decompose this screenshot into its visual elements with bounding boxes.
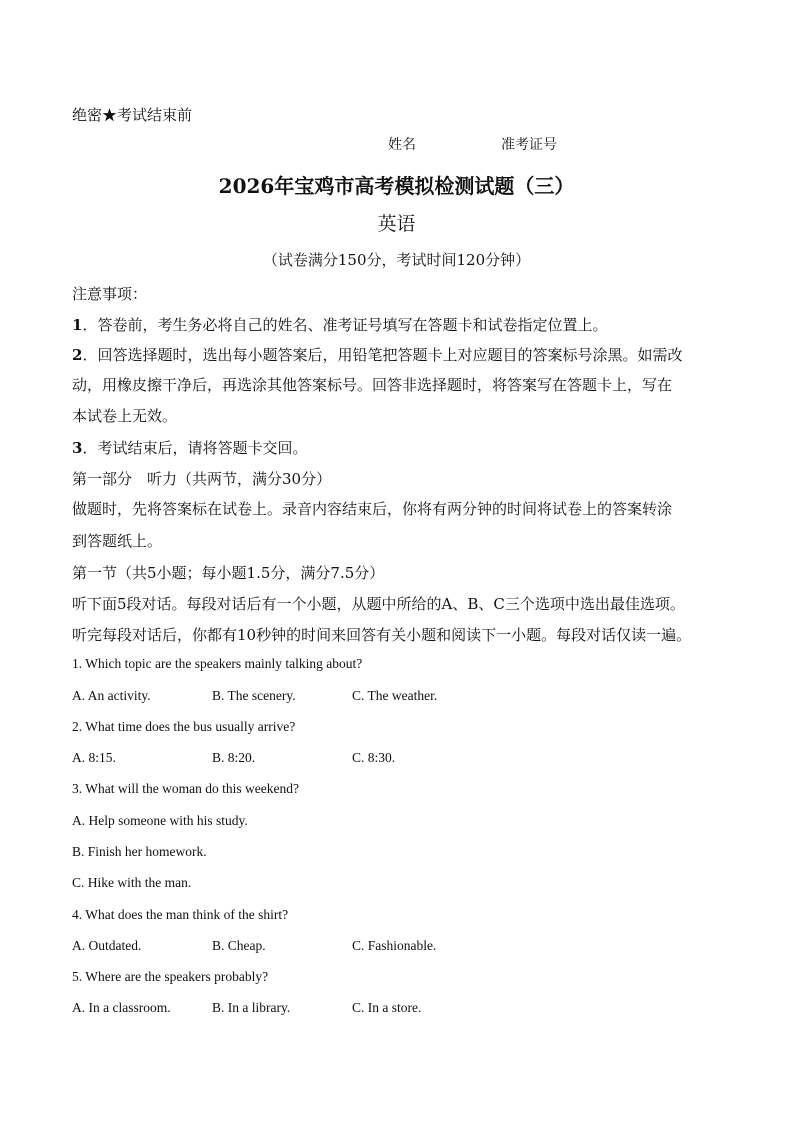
option-b: B. Cheap.	[212, 938, 266, 953]
option-c: C. The weather.	[352, 688, 438, 703]
note-2-line-1	[72, 344, 682, 365]
option-c: C. Hike with the man.	[72, 875, 192, 890]
exam-id-label: 准考证号	[501, 137, 557, 153]
option-b: B. In a library.	[212, 1000, 291, 1015]
note-3	[72, 437, 307, 458]
option-a: A. 8:15.	[72, 750, 116, 765]
note-text: ．回答选择题时，选出每小题答案后，用铅笔把答题卡上对应题目的答案标号涂黑。如需改	[82, 346, 683, 364]
question-1: 1. Which topic are the speakers mainly talking about?	[72, 656, 363, 671]
option-a: A. Help someone with his study.	[72, 813, 248, 828]
exam-title: 2026年宝鸡市高考模拟检测试题（三）	[218, 174, 575, 198]
section1-directions-line-2: 听完每段对话后，你都有10秒钟的时间来回答有关小题和阅读下一小题。每段对话仅读一遍。	[72, 626, 692, 644]
section1-directions-line-1: 听下面5段对话。每段对话后有一个小题，从题中所给的A、B、C三个选项中选出最佳选项。	[72, 595, 685, 613]
question-4: 4. What does the man think of the shirt?	[72, 907, 289, 922]
note-number: 2	[72, 346, 83, 364]
question-5: 5. Where are the speakers probably?	[72, 969, 269, 984]
note-text: ．答卷前，考生务必将自己的姓名、准考证号填写在答题卡和试卷指定位置上。	[82, 316, 608, 334]
option-c: C. In a store.	[352, 1000, 422, 1015]
question-2: 2. What time does the bus usually arrive?	[72, 719, 296, 734]
section1-title: 第一节（共5小题；每小题1.5分，满分7.5分）	[72, 564, 385, 582]
note-number: 3	[72, 439, 83, 457]
part1-title: 第一部分 听力（共两节，满分30分）	[72, 470, 332, 488]
notes-heading: 注意事项：	[72, 285, 148, 303]
name-label: 姓名	[388, 137, 416, 153]
option-c: C. 8:30.	[352, 750, 396, 765]
option-a: A. An activity.	[72, 688, 151, 703]
option-b: B. Finish her homework.	[72, 844, 207, 859]
exam-meta: （试卷满分150分，考试时间120分钟）	[262, 251, 531, 269]
part1-intro-line-2: 到答题纸上。	[72, 532, 163, 550]
confidentiality-label: 绝密★考试结束前	[72, 106, 193, 124]
note-2-line-2: 动，用橡皮擦干净后，再选涂其他答案标号。回答非选择题时，将答案写在答题卡上，写在	[72, 376, 673, 394]
note-2-line-3: 本试卷上无效。	[72, 407, 178, 425]
note-text: ．考试结束后，请将答题卡交回。	[82, 439, 308, 457]
part1-intro-line-1: 做题时，先将答案标在试卷上。录音内容结束后，你将有两分钟的时间将试卷上的答案转涂	[72, 500, 673, 518]
option-a: A. Outdated.	[72, 938, 142, 953]
note-1	[72, 314, 607, 335]
option-c: C. Fashionable.	[352, 938, 437, 953]
option-b: B. The scenery.	[212, 688, 296, 703]
option-a: A. In a classroom.	[72, 1000, 171, 1015]
note-number: 1	[72, 316, 83, 334]
option-b: B. 8:20.	[212, 750, 256, 765]
question-3: 3. What will the woman do this weekend?	[72, 781, 299, 796]
subject-title: 英语	[377, 213, 416, 235]
